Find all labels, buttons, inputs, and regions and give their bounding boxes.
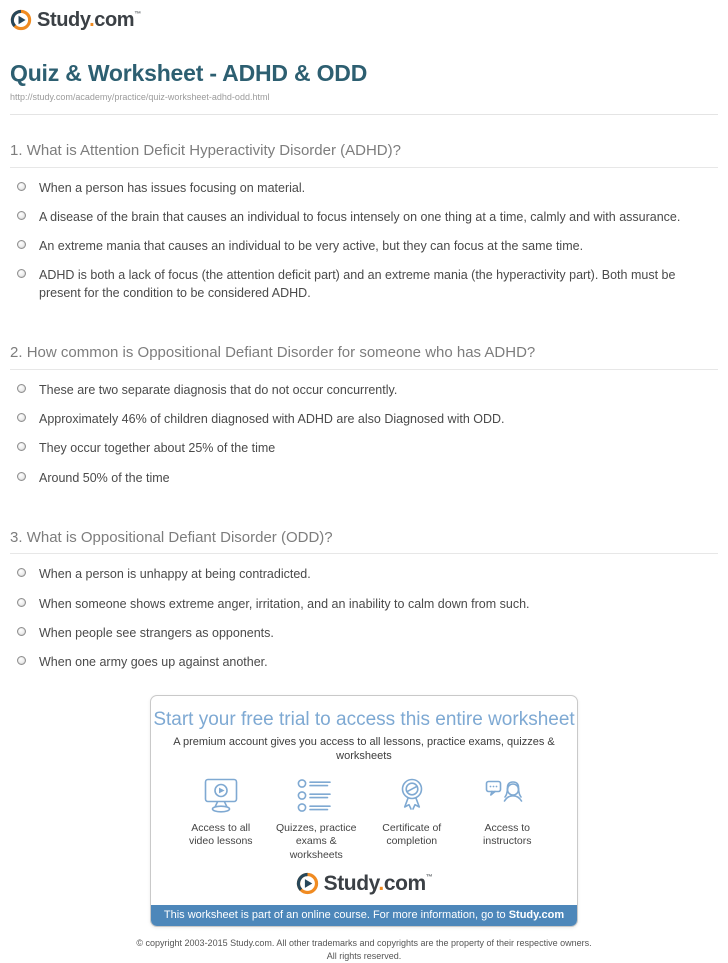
answer-radio[interactable] bbox=[17, 568, 26, 577]
answer-option-label: Around 50% of the time bbox=[39, 470, 170, 485]
free-trial-card bbox=[150, 695, 578, 927]
answer-option bbox=[10, 179, 718, 197]
answer-radio[interactable] bbox=[17, 656, 26, 665]
answer-radio[interactable] bbox=[17, 413, 26, 422]
question-heading: 3. What is Oppositional Defiant Disorder (ODD)? bbox=[10, 528, 333, 546]
answer-radio[interactable] bbox=[17, 472, 26, 481]
course-info-text: This worksheet is part of an online course. For more information, go to bbox=[163, 908, 506, 921]
answer-radio[interactable] bbox=[17, 182, 26, 191]
divider bbox=[10, 114, 718, 115]
trial-logo[interactable] bbox=[296, 872, 433, 895]
answer-option-label: When one army goes up against another. bbox=[39, 654, 268, 669]
answer-option bbox=[10, 469, 718, 487]
trial-logo-row bbox=[151, 872, 577, 895]
answer-option bbox=[10, 208, 718, 226]
studycom-link[interactable]: Study.com bbox=[508, 908, 565, 921]
question-block-2 bbox=[10, 344, 718, 486]
feature-instructors bbox=[460, 776, 556, 861]
feature-label: Certificate of completion bbox=[382, 822, 442, 848]
feature-quizzes bbox=[269, 776, 365, 861]
logo-wordmark: Study.com™ bbox=[37, 9, 141, 31]
answer-option bbox=[10, 410, 718, 428]
answer-option-label: When people see strangers as opponents. bbox=[39, 625, 274, 640]
answer-option bbox=[10, 653, 718, 671]
question-heading: 1. What is Attention Deficit Hyperactivity Disorder (ADHD)? bbox=[10, 142, 401, 159]
answer-options bbox=[10, 565, 718, 671]
page-title: Quiz & Worksheet - ADHD & ODD bbox=[10, 60, 368, 86]
play-circle-icon bbox=[296, 872, 319, 895]
answer-option-label: When a person is unhappy at being contradicted. bbox=[39, 567, 311, 582]
monitor-play-icon bbox=[198, 776, 244, 816]
question-divider bbox=[10, 553, 718, 554]
answer-option-label: They occur together about 25% of the time bbox=[39, 441, 276, 456]
question-divider bbox=[10, 167, 718, 168]
question-block-1 bbox=[10, 142, 718, 302]
feature-label: Access to all video lessons bbox=[188, 822, 253, 848]
answer-option bbox=[10, 439, 718, 457]
question-divider bbox=[10, 369, 718, 370]
trial-title: Start your free trial to access this entire worksheet bbox=[153, 708, 575, 730]
answer-option-label: ADHD is both a lack of focus (the attention deficit part) and an extreme mania (the hyperactivity part). Both must be present for the condition to be considered ADHD. bbox=[39, 268, 676, 301]
answer-option-label: Approximately 46% of children diagnosed with ADHD are also Diagnosed with ODD. bbox=[39, 412, 505, 427]
trial-subtitle: A premium account gives you access to all lessons, practice exams, quizzes & worksheets bbox=[173, 735, 555, 763]
answer-options bbox=[10, 179, 718, 303]
answer-option bbox=[10, 266, 718, 302]
course-info-bar bbox=[151, 905, 577, 926]
answer-radio[interactable] bbox=[17, 442, 26, 451]
question-block-3 bbox=[10, 529, 718, 671]
quiz-list-icon bbox=[293, 776, 339, 816]
answer-option bbox=[10, 565, 718, 583]
answer-option bbox=[10, 237, 718, 255]
feature-label: Access to instructors bbox=[483, 822, 532, 848]
copyright-notice: © copyright 2003-2015 Study.com. All other trademarks and copyrights are the property of their respective owners. All rights reserved. bbox=[136, 937, 592, 961]
answer-radio[interactable] bbox=[17, 627, 26, 636]
instructor-chat-icon bbox=[484, 776, 530, 816]
page-url: http://study.com/academy/practice/quiz-worksheet-adhd-odd.html bbox=[10, 92, 270, 102]
answer-option-label: When a person has issues focusing on material. bbox=[39, 180, 306, 195]
header-logo[interactable] bbox=[10, 9, 141, 31]
answer-radio[interactable] bbox=[17, 384, 26, 393]
answer-radio[interactable] bbox=[17, 269, 26, 278]
answer-radio[interactable] bbox=[17, 240, 26, 249]
answer-radio[interactable] bbox=[17, 211, 26, 220]
answer-option bbox=[10, 381, 718, 399]
answer-option-label: A disease of the brain that causes an individual to focus intensely on one thing at a time, calmly and with assurance. bbox=[39, 209, 681, 224]
answer-option-label: When someone shows extreme anger, irritation, and an inability to calm down from such. bbox=[39, 596, 530, 611]
feature-certificate bbox=[364, 776, 460, 861]
answer-option bbox=[10, 595, 718, 613]
trial-features bbox=[151, 776, 577, 861]
feature-video-lessons bbox=[173, 776, 269, 861]
answer-radio[interactable] bbox=[17, 598, 26, 607]
feature-label: Quizzes, practice exams & worksheets bbox=[275, 822, 357, 861]
header bbox=[10, 9, 718, 36]
logo-wordmark: Study.com™ bbox=[323, 871, 433, 895]
certificate-ribbon-icon bbox=[389, 776, 435, 816]
answer-option-label: An extreme mania that causes an individual to be very active, but they can focus at the same time. bbox=[39, 239, 584, 253]
answer-option bbox=[10, 624, 718, 642]
answer-options bbox=[10, 381, 718, 487]
answer-option-label: These are two separate diagnosis that do not occur concurrently. bbox=[39, 383, 398, 398]
question-heading: 2. How common is Oppositional Defiant Disorder for someone who has ADHD? bbox=[10, 344, 536, 362]
play-circle-icon bbox=[10, 9, 32, 31]
